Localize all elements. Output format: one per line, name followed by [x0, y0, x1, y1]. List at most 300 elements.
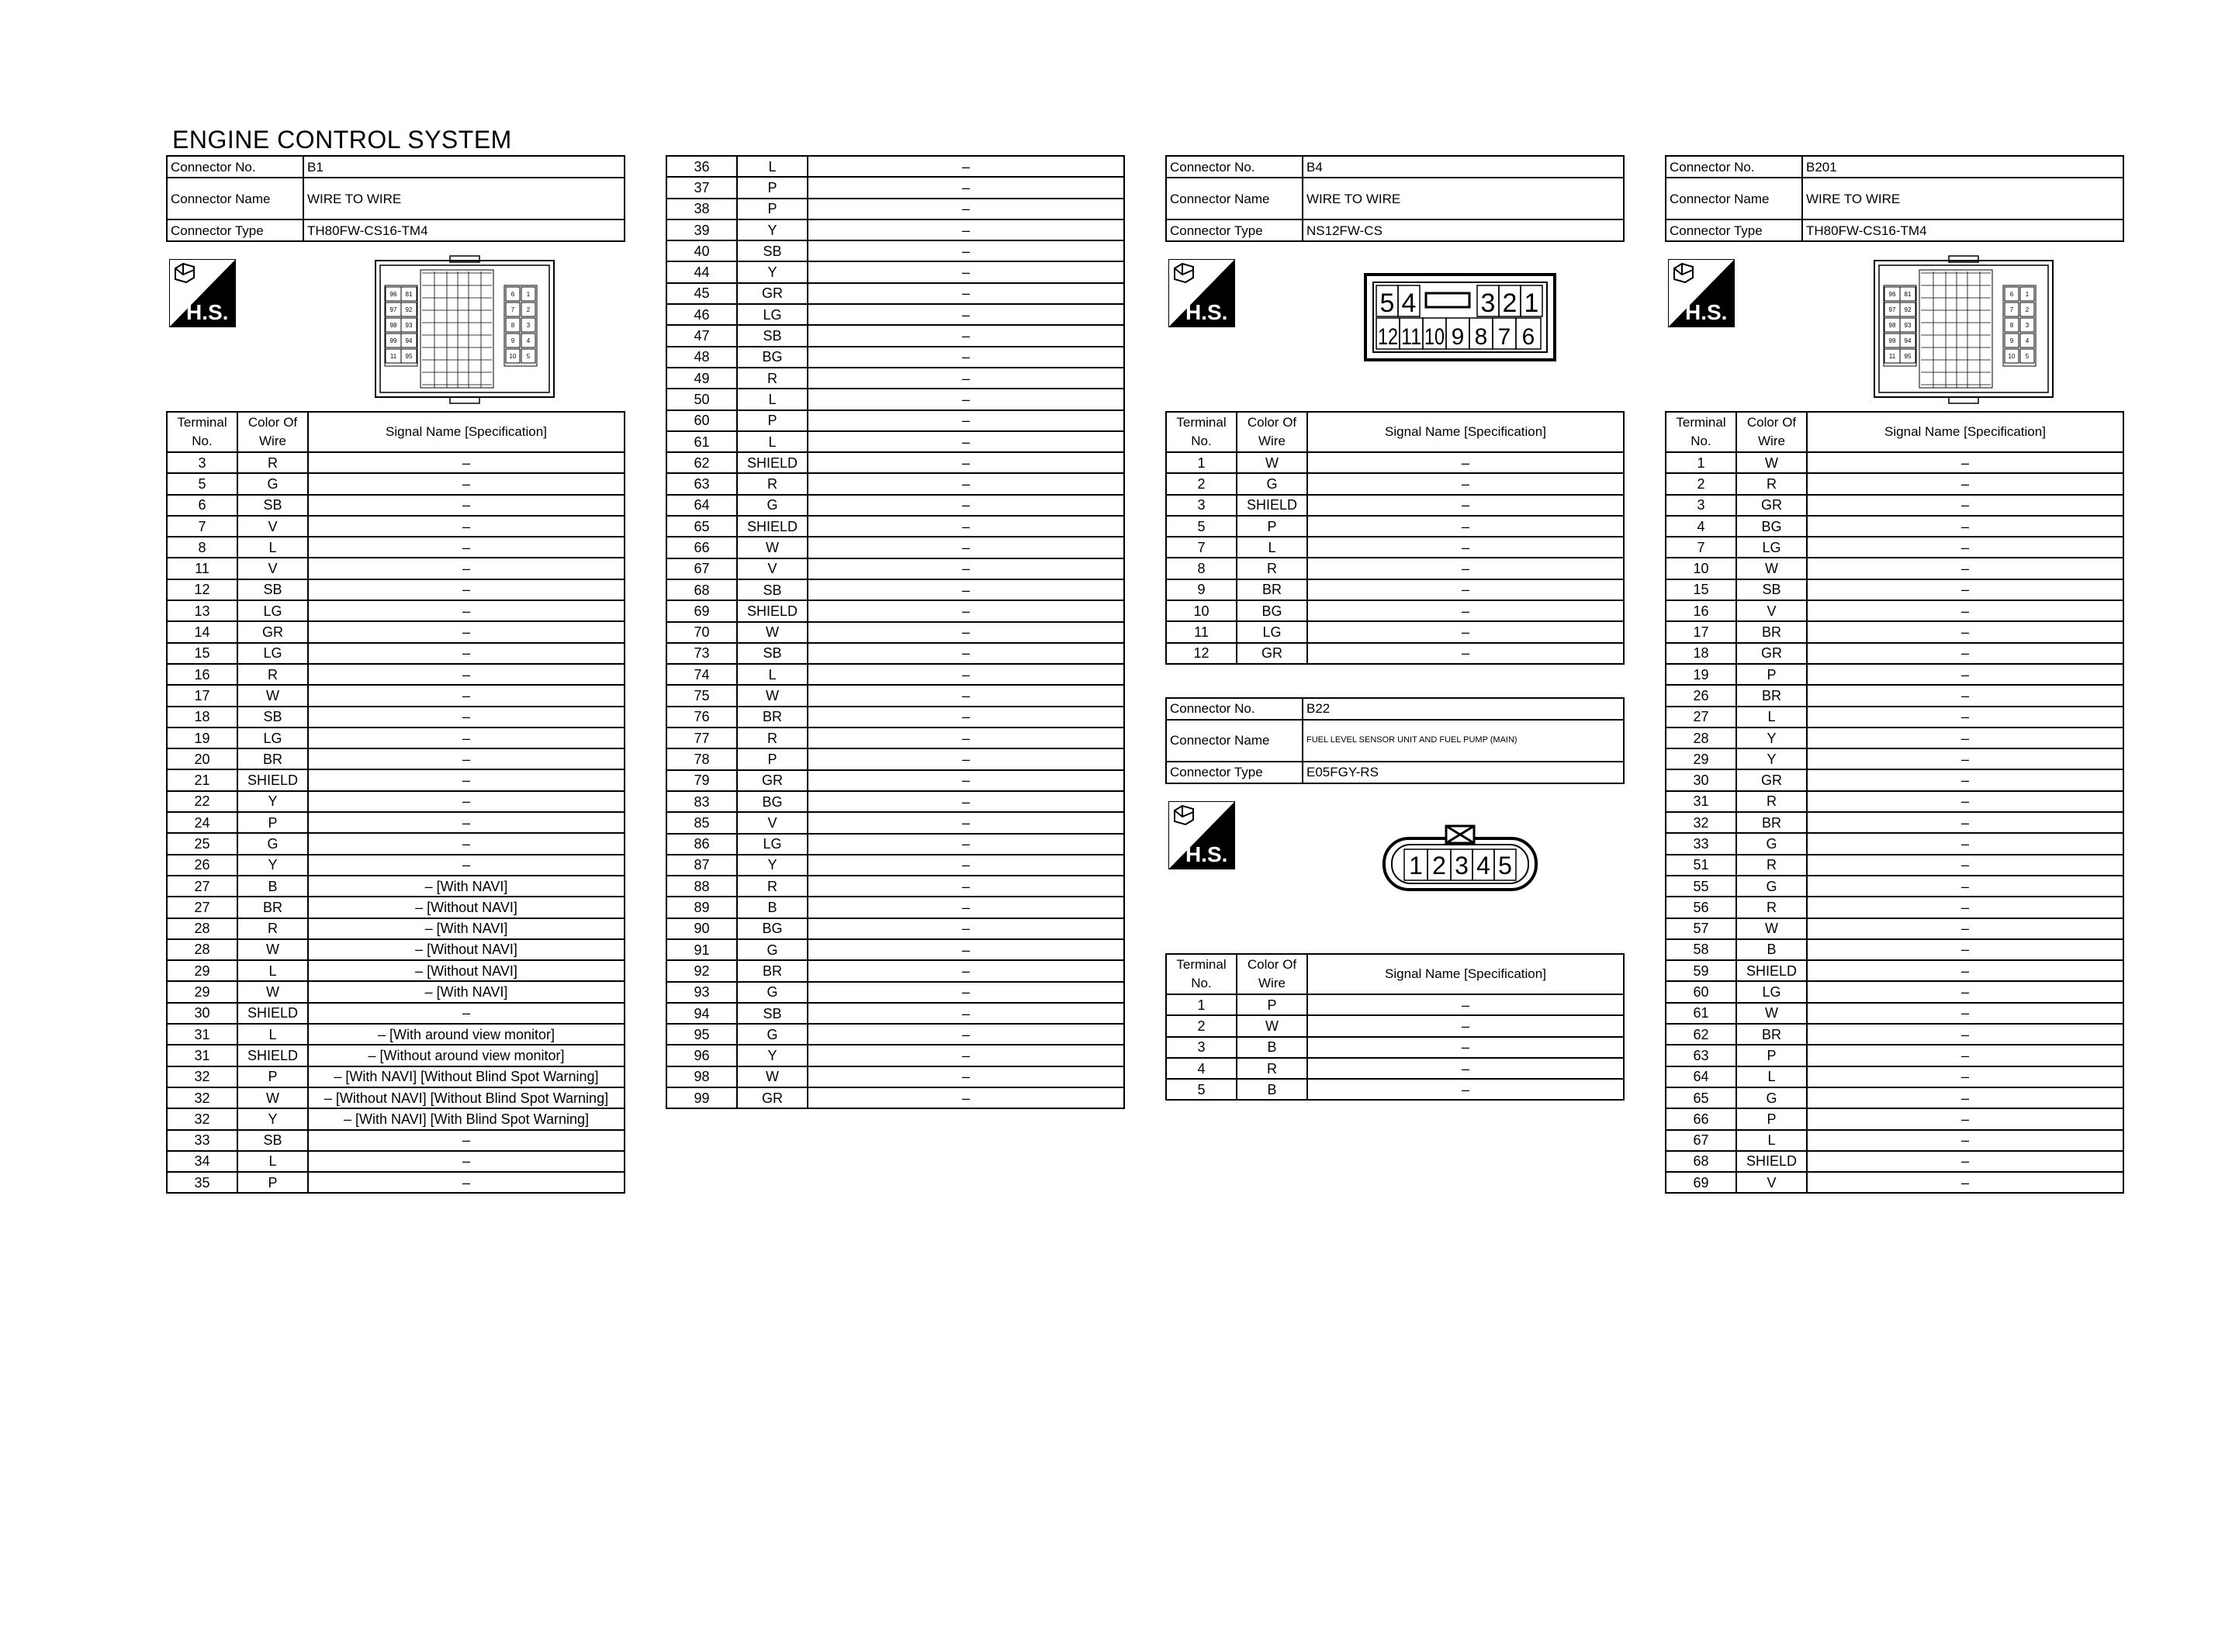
- table-row: [167, 643, 625, 664]
- wire-color-cell: V: [237, 558, 308, 579]
- terminal-no-cell: 65: [1666, 1087, 1736, 1108]
- signal-name-cell: –: [308, 791, 625, 812]
- connector-b22-diagram: [1165, 784, 1625, 953]
- pin-7: 7: [510, 306, 515, 313]
- connector-name-label: Connector Name: [1166, 720, 1303, 762]
- signal-name-cell: –: [1807, 495, 2123, 516]
- table-row: [1666, 558, 2123, 579]
- table-row: [666, 516, 1124, 537]
- color-of-wire-header: Color Of Wire: [237, 412, 308, 452]
- terminal-no-cell: 1: [1166, 994, 1237, 1015]
- terminal-no-cell: 67: [1666, 1130, 1736, 1151]
- wire-color-cell: SB: [237, 1130, 308, 1151]
- terminal-no-cell: 4: [1666, 516, 1736, 537]
- terminal-no-cell: 38: [666, 199, 737, 219]
- hs-label: H.S.: [1185, 300, 1228, 324]
- signal-name-cell: –: [808, 304, 1124, 325]
- terminal-no-cell: 25: [167, 833, 237, 854]
- table-row: [167, 855, 625, 876]
- terminal-no-header: Terminal No.: [1166, 954, 1237, 994]
- wire-color-cell: BG: [737, 918, 808, 939]
- table-row: [1166, 558, 1624, 579]
- signal-name-cell: –: [1807, 516, 2123, 537]
- terminal-no-cell: 69: [1666, 1172, 1736, 1193]
- table-row: [1166, 452, 1624, 473]
- signal-name-cell: –: [808, 897, 1124, 918]
- connector-b1-header: [166, 155, 625, 242]
- signal-name-cell: –: [308, 748, 625, 769]
- table-row: [1666, 473, 2123, 494]
- pin-7: 7: [2009, 306, 2014, 313]
- terminal-no-cell: 60: [666, 410, 737, 431]
- terminal-no-cell: 21: [167, 769, 237, 790]
- wire-color-cell: SHIELD: [237, 1003, 308, 1024]
- table-row: [666, 177, 1124, 198]
- table-row: [167, 558, 625, 579]
- signal-name-cell: –: [1807, 897, 2123, 918]
- table-row: [1666, 791, 2123, 812]
- table-row: [1666, 452, 2123, 473]
- table-row: [666, 685, 1124, 706]
- terminal-no-cell: 18: [1666, 643, 1736, 664]
- table-row: [666, 834, 1124, 855]
- table-row: [167, 1024, 625, 1045]
- signal-name-header: Signal Name [Specification]: [308, 412, 625, 452]
- pin-97: 97: [1888, 306, 1896, 313]
- signal-name-cell: –: [808, 389, 1124, 410]
- pin-10: 10: [509, 353, 517, 360]
- terminal-no-cell: 95: [666, 1024, 737, 1045]
- wire-color-cell: P: [237, 812, 308, 833]
- pin-5: 5: [1498, 851, 1512, 880]
- terminal-no-cell: 69: [666, 600, 737, 621]
- signal-name-cell: –: [808, 516, 1124, 537]
- table-row: [1666, 855, 2123, 876]
- table-row: [1666, 707, 2123, 728]
- terminal-no-cell: 3: [167, 452, 237, 473]
- table-row: [666, 558, 1124, 579]
- connector-b1-terminal-table-continued: [666, 155, 1125, 1109]
- wire-color-cell: L: [1736, 1130, 1807, 1151]
- pin-97: 97: [389, 306, 397, 313]
- table-row: [1666, 728, 2123, 748]
- terminal-no-cell: 6: [167, 495, 237, 516]
- pin-94: 94: [405, 337, 413, 344]
- terminal-no-header: Terminal No.: [1166, 412, 1237, 452]
- terminal-no-cell: 36: [666, 156, 737, 177]
- table-row: [167, 1172, 625, 1193]
- signal-name-cell: –: [808, 876, 1124, 897]
- terminal-no-cell: 33: [1666, 833, 1736, 854]
- wire-color-cell: BG: [1237, 600, 1307, 621]
- terminal-no-cell: 98: [666, 1066, 737, 1087]
- signal-name-cell: –: [808, 600, 1124, 621]
- signal-name-cell: –: [808, 199, 1124, 219]
- terminal-no-cell: 30: [167, 1003, 237, 1024]
- wire-color-cell: G: [737, 939, 808, 960]
- terminal-no-cell: 32: [167, 1087, 237, 1108]
- terminal-no-cell: 67: [666, 558, 737, 579]
- table-row: [1666, 1108, 2123, 1129]
- terminal-no-cell: 31: [167, 1045, 237, 1066]
- table-row: [1666, 876, 2123, 897]
- pin-9: 9: [510, 337, 515, 344]
- table-row: [666, 325, 1124, 346]
- signal-name-cell: –: [808, 855, 1124, 876]
- signal-name-cell: –: [308, 1130, 625, 1151]
- connector-name-value: FUEL LEVEL SENSOR UNIT AND FUEL PUMP (MAIN): [1303, 720, 1624, 762]
- signal-name-cell: –: [308, 1003, 625, 1024]
- terminal-no-cell: 30: [1666, 769, 1736, 790]
- signal-name-cell: – [Without NAVI]: [308, 939, 625, 960]
- wire-color-cell: G: [237, 833, 308, 854]
- terminal-rows: [1666, 452, 2123, 1193]
- terminal-no-cell: 15: [1666, 579, 1736, 600]
- wire-color-cell: BR: [1736, 621, 1807, 642]
- wire-color-cell: LG: [1237, 621, 1307, 642]
- harness-side-icon: [1168, 259, 1235, 327]
- pin-5: 5: [1379, 289, 1395, 318]
- table-row: [666, 770, 1124, 791]
- terminal-no-cell: 61: [666, 431, 737, 452]
- wire-color-cell: Y: [737, 261, 808, 282]
- terminal-no-cell: 75: [666, 685, 737, 706]
- connector-b22-header: [1165, 697, 1625, 784]
- signal-name-cell: –: [308, 1172, 625, 1193]
- connector-b4-diagram: [1165, 242, 1625, 411]
- signal-name-cell: –: [808, 1003, 1124, 1024]
- color-of-wire-header: Color Of Wire: [1237, 412, 1307, 452]
- table-row: [167, 769, 625, 790]
- terminal-no-cell: 5: [1166, 1079, 1237, 1100]
- terminal-no-cell: 16: [167, 664, 237, 685]
- signal-name-cell: –: [1807, 855, 2123, 876]
- color-of-wire-header: Color Of Wire: [1237, 954, 1307, 994]
- table-row: [666, 389, 1124, 410]
- wire-color-cell: W: [1237, 1015, 1307, 1036]
- terminal-no-cell: 8: [167, 537, 237, 558]
- wire-color-cell: LG: [1736, 537, 1807, 558]
- terminal-no-cell: 29: [167, 981, 237, 1002]
- wire-color-cell: Y: [237, 1108, 308, 1129]
- terminal-no-cell: 70: [666, 622, 737, 643]
- connector-name-value: WIRE TO WIRE: [1303, 178, 1624, 219]
- table-row: [666, 452, 1124, 473]
- signal-name-cell: –: [1807, 558, 2123, 579]
- signal-name-cell: –: [1807, 876, 2123, 897]
- table-row: [1666, 981, 2123, 1002]
- table-row: [167, 748, 625, 769]
- signal-name-cell: –: [808, 452, 1124, 473]
- wire-color-cell: W: [737, 622, 808, 643]
- signal-name-cell: –: [308, 685, 625, 706]
- wire-color-cell: P: [737, 177, 808, 198]
- table-row: [1666, 960, 2123, 981]
- signal-name-cell: –: [1307, 643, 1624, 664]
- table-row: [666, 622, 1124, 643]
- table-row: [666, 982, 1124, 1003]
- table-row: [666, 473, 1124, 494]
- pin-6: 6: [510, 291, 515, 298]
- connector-b4-panel: [1165, 155, 1625, 1101]
- signal-name-cell: –: [1307, 452, 1624, 473]
- terminal-no-cell: 39: [666, 219, 737, 240]
- terminal-no-cell: 18: [167, 707, 237, 728]
- connector-b1-terminal-table: [166, 411, 625, 1194]
- wire-color-cell: L: [237, 1151, 308, 1172]
- signal-name-cell: –: [808, 558, 1124, 579]
- connector-no-label: Connector No.: [1666, 156, 1802, 178]
- terminal-no-cell: 27: [167, 876, 237, 897]
- pin-10: 10: [1424, 324, 1445, 350]
- wire-color-cell: W: [737, 537, 808, 558]
- terminal-no-cell: 16: [1666, 600, 1736, 621]
- signal-name-cell: –: [1807, 960, 2123, 981]
- signal-name-cell: –: [1807, 748, 2123, 769]
- table-row: [1666, 812, 2123, 833]
- pin-99: 99: [1888, 337, 1896, 344]
- connector-no-value: B22: [1303, 698, 1624, 720]
- connector-name-label: Connector Name: [167, 178, 303, 219]
- signal-name-cell: –: [308, 728, 625, 748]
- signal-name-cell: –: [808, 960, 1124, 981]
- pin-3: 3: [526, 322, 531, 329]
- terminal-no-cell: 94: [666, 1003, 737, 1024]
- wire-color-cell: BG: [737, 791, 808, 812]
- wire-color-cell: Y: [237, 855, 308, 876]
- wire-color-cell: W: [1736, 452, 1807, 473]
- wire-color-cell: W: [237, 939, 308, 960]
- pin-7: 7: [1497, 324, 1511, 350]
- wire-color-cell: LG: [237, 600, 308, 621]
- table-row: [1666, 664, 2123, 685]
- terminal-no-cell: 96: [666, 1045, 737, 1066]
- pin-92: 92: [1904, 306, 1912, 313]
- signal-name-cell: – [Without NAVI] [Without Blind Spot Warning]: [308, 1087, 625, 1108]
- connector-type-label: Connector Type: [167, 219, 303, 241]
- pin-1: 1: [1524, 289, 1539, 318]
- signal-name-cell: –: [1807, 579, 2123, 600]
- signal-name-cell: –: [1807, 769, 2123, 790]
- terminal-no-cell: 63: [1666, 1045, 1736, 1066]
- pin-95: 95: [405, 353, 413, 360]
- pin-10: 10: [2008, 353, 2016, 360]
- signal-name-cell: –: [308, 812, 625, 833]
- terminal-no-cell: 93: [666, 982, 737, 1003]
- table-row: [1166, 473, 1624, 494]
- wire-color-cell: L: [1237, 537, 1307, 558]
- terminal-rows: [666, 156, 1124, 1108]
- wire-color-cell: V: [1736, 1172, 1807, 1193]
- wire-color-cell: B: [1237, 1079, 1307, 1100]
- signal-name-cell: –: [808, 834, 1124, 855]
- table-row: [1666, 579, 2123, 600]
- terminal-no-cell: 20: [167, 748, 237, 769]
- terminal-no-cell: 85: [666, 812, 737, 833]
- table-row: [167, 537, 625, 558]
- pin-5: 5: [526, 353, 531, 360]
- signal-name-cell: –: [808, 219, 1124, 240]
- signal-name-cell: –: [1307, 537, 1624, 558]
- table-row: [666, 1045, 1124, 1066]
- wire-color-cell: SHIELD: [237, 1045, 308, 1066]
- terminal-no-cell: 10: [1666, 558, 1736, 579]
- terminal-no-cell: 19: [1666, 664, 1736, 685]
- pin-2: 2: [2025, 306, 2030, 313]
- pin-95: 95: [1904, 353, 1912, 360]
- terminal-no-cell: 60: [1666, 981, 1736, 1002]
- table-row: [1666, 1045, 2123, 1066]
- signal-name-cell: –: [1807, 685, 2123, 706]
- terminal-no-cell: 2: [1666, 473, 1736, 494]
- wire-color-cell: W: [1237, 452, 1307, 473]
- terminal-no-cell: 32: [1666, 812, 1736, 833]
- terminal-no-cell: 11: [167, 558, 237, 579]
- table-row: [1166, 495, 1624, 516]
- terminal-no-cell: 37: [666, 177, 737, 198]
- signal-name-cell: –: [308, 473, 625, 494]
- wire-color-cell: R: [1736, 791, 1807, 812]
- pin-96: 96: [1888, 291, 1896, 298]
- pin-9: 9: [1451, 324, 1465, 350]
- table-row: [666, 918, 1124, 939]
- terminal-no-cell: 9: [1166, 579, 1237, 600]
- signal-name-cell: –: [308, 833, 625, 854]
- signal-name-cell: –: [808, 1045, 1124, 1066]
- signal-name-cell: –: [1307, 621, 1624, 642]
- wire-color-cell: BR: [1736, 685, 1807, 706]
- terminal-no-cell: 59: [1666, 960, 1736, 981]
- table-row: [1166, 1015, 1624, 1036]
- terminal-no-cell: 28: [167, 939, 237, 960]
- connector-face-tf: [1873, 254, 2054, 405]
- signal-name-cell: –: [1307, 495, 1624, 516]
- wire-color-cell: LG: [737, 834, 808, 855]
- signal-name-cell: – [With around view monitor]: [308, 1024, 625, 1045]
- wire-color-cell: SHIELD: [737, 600, 808, 621]
- color-of-wire-header: Color Of Wire: [1736, 412, 1807, 452]
- wire-color-cell: P: [237, 1066, 308, 1087]
- terminal-no-cell: 66: [1666, 1108, 1736, 1129]
- table-row: [167, 791, 625, 812]
- signal-name-cell: –: [1307, 1058, 1624, 1079]
- table-row: [167, 707, 625, 728]
- wire-color-cell: SHIELD: [737, 452, 808, 473]
- wire-color-cell: L: [1736, 707, 1807, 728]
- pin-1: 1: [526, 291, 531, 298]
- pin-12: 12: [1378, 324, 1398, 350]
- table-row: [666, 855, 1124, 876]
- pin-81: 81: [1904, 291, 1912, 298]
- table-row: [1166, 516, 1624, 537]
- terminal-no-cell: 27: [167, 897, 237, 918]
- wire-color-cell: P: [1736, 1045, 1807, 1066]
- wire-color-cell: B: [1736, 939, 1807, 960]
- table-row: [666, 1003, 1124, 1024]
- terminal-no-cell: 4: [1166, 1058, 1237, 1079]
- terminal-no-cell: 15: [167, 643, 237, 664]
- signal-name-cell: –: [808, 939, 1124, 960]
- table-row: [167, 981, 625, 1002]
- terminal-no-cell: 49: [666, 368, 737, 389]
- terminal-no-cell: 64: [1666, 1066, 1736, 1087]
- signal-name-cell: –: [1307, 473, 1624, 494]
- hs-label: H.S.: [1185, 842, 1228, 866]
- wire-color-cell: P: [737, 410, 808, 431]
- signal-name-cell: –: [1307, 1037, 1624, 1058]
- signal-name-header: Signal Name [Specification]: [1307, 954, 1624, 994]
- wire-color-cell: SB: [237, 579, 308, 600]
- table-row: [167, 728, 625, 748]
- signal-name-cell: –: [1807, 1003, 2123, 1024]
- terminal-no-cell: 7: [167, 516, 237, 537]
- wire-color-cell: V: [1736, 600, 1807, 621]
- wire-color-cell: Y: [237, 791, 308, 812]
- pin-11: 11: [1401, 324, 1421, 350]
- table-row: [167, 1066, 625, 1087]
- pin-99: 99: [389, 337, 397, 344]
- signal-name-cell: –: [808, 1066, 1124, 1087]
- signal-name-header: Signal Name [Specification]: [1307, 412, 1624, 452]
- wire-color-cell: BR: [1736, 812, 1807, 833]
- signal-name-cell: –: [308, 621, 625, 642]
- connector-b1-diagram: [166, 242, 625, 411]
- wire-color-cell: W: [237, 981, 308, 1002]
- signal-name-cell: –: [808, 325, 1124, 346]
- signal-name-cell: – [Without around view monitor]: [308, 1045, 625, 1066]
- wire-color-cell: SHIELD: [1237, 495, 1307, 516]
- wire-color-cell: SB: [237, 707, 308, 728]
- table-row: [167, 495, 625, 516]
- wire-color-cell: V: [237, 516, 308, 537]
- connector-b201-diagram: [1665, 242, 2124, 411]
- terminal-no-cell: 11: [1166, 621, 1237, 642]
- signal-name-cell: –: [1807, 1066, 2123, 1087]
- terminal-no-cell: 33: [167, 1130, 237, 1151]
- table-row: [167, 664, 625, 685]
- pin-94: 94: [1904, 337, 1912, 344]
- terminal-no-cell: 1: [1666, 452, 1736, 473]
- terminal-no-cell: 88: [666, 876, 737, 897]
- pin-1: 1: [2025, 291, 2030, 298]
- signal-name-cell: –: [1307, 516, 1624, 537]
- table-row: [1166, 537, 1624, 558]
- table-row: [666, 304, 1124, 325]
- table-row: [666, 537, 1124, 558]
- table-row: [167, 918, 625, 939]
- table-row: [167, 833, 625, 854]
- table-row: [1666, 1172, 2123, 1193]
- terminal-no-cell: 5: [1166, 516, 1237, 537]
- wire-color-cell: BG: [737, 347, 808, 368]
- terminal-no-cell: 63: [666, 473, 737, 494]
- table-row: [666, 876, 1124, 897]
- signal-name-cell: –: [1807, 1024, 2123, 1045]
- table-row: [666, 707, 1124, 728]
- terminal-no-cell: 26: [167, 855, 237, 876]
- table-row: [666, 368, 1124, 389]
- wire-color-cell: G: [1237, 473, 1307, 494]
- wire-color-cell: W: [237, 1087, 308, 1108]
- wire-color-cell: L: [237, 960, 308, 981]
- signal-name-cell: – [With NAVI]: [308, 876, 625, 897]
- terminal-no-cell: 90: [666, 918, 737, 939]
- terminal-no-cell: 99: [666, 1087, 737, 1108]
- signal-name-cell: –: [808, 579, 1124, 600]
- terminal-no-cell: 29: [167, 960, 237, 981]
- table-row: [666, 495, 1124, 516]
- table-row: [666, 240, 1124, 261]
